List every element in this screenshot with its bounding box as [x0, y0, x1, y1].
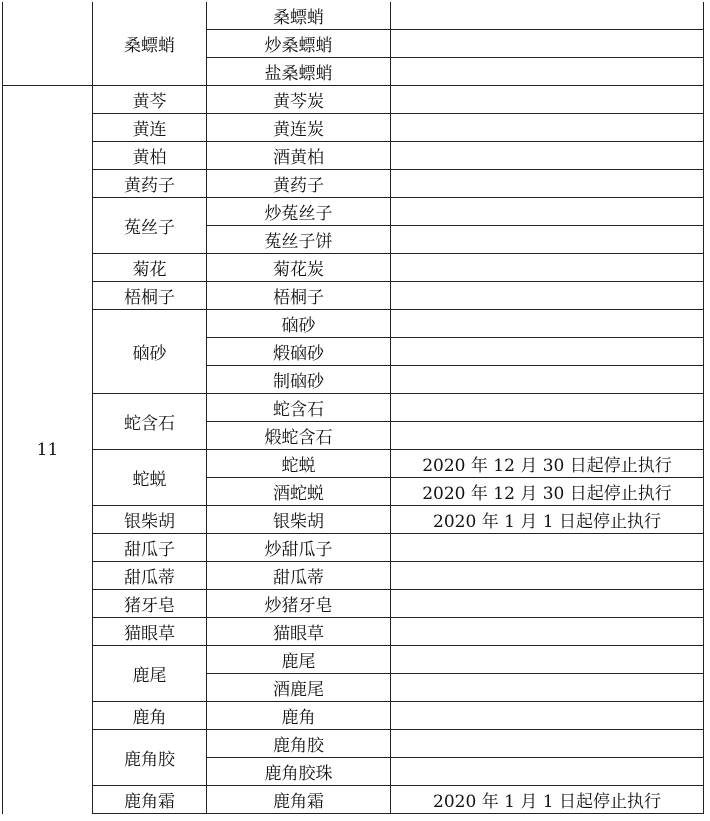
preparation-cell: 甜瓜蒂 — [207, 562, 391, 590]
note-cell — [391, 86, 704, 114]
table-row — [3, 2, 704, 30]
herb-name-cell: 硇砂 — [93, 310, 207, 394]
preparation-cell: 桑螵蛸 — [207, 2, 391, 30]
group-number-cell-previous — [3, 2, 93, 86]
group-number-cell: 11 — [3, 86, 93, 814]
herb-name-cell: 鹿角霜 — [93, 786, 207, 814]
herb-name-cell: 甜瓜子 — [93, 534, 207, 562]
preparation-cell: 鹿角胶 — [207, 730, 391, 758]
note-cell — [391, 394, 704, 422]
preparation-cell: 蛇蜕 — [207, 450, 391, 478]
note-cell — [391, 142, 704, 170]
table-row — [3, 450, 704, 478]
herb-name-cell: 黄连 — [93, 114, 207, 142]
table-row — [3, 618, 704, 646]
herb-name-cell: 猪牙皂 — [93, 590, 207, 618]
herb-name-cell: 黄药子 — [93, 170, 207, 198]
preparation-cell: 蛇含石 — [207, 394, 391, 422]
note-cell — [391, 758, 704, 786]
preparation-cell: 盐桑螵蛸 — [207, 58, 391, 86]
preparation-cell: 炒猪牙皂 — [207, 590, 391, 618]
preparation-cell: 硇砂 — [207, 310, 391, 338]
preparation-cell: 鹿尾 — [207, 646, 391, 674]
note-cell — [391, 702, 704, 730]
note-cell — [391, 114, 704, 142]
note-cell: 2020 年 12 月 30 日起停止执行 — [391, 450, 704, 478]
note-cell — [391, 562, 704, 590]
herb-name-cell: 银柴胡 — [93, 506, 207, 534]
preparation-cell: 酒黄柏 — [207, 142, 391, 170]
herb-name-cell: 蛇蜕 — [93, 450, 207, 506]
note-cell — [391, 338, 704, 366]
table-row — [3, 310, 704, 338]
table-row — [3, 506, 704, 534]
table-row — [3, 702, 704, 730]
note-cell — [391, 2, 704, 30]
table-row — [3, 198, 704, 226]
preparation-cell: 鹿角霜 — [207, 786, 391, 814]
note-cell — [391, 618, 704, 646]
note-cell — [391, 226, 704, 254]
note-cell — [391, 366, 704, 394]
table-row — [3, 282, 704, 310]
table-row — [3, 730, 704, 758]
preparation-cell: 梧桐子 — [207, 282, 391, 310]
herb-processing-table — [2, 2, 704, 814]
herb-name-cell: 菊花 — [93, 254, 207, 282]
note-cell — [391, 310, 704, 338]
table-row — [3, 254, 704, 282]
preparation-cell: 黄药子 — [207, 170, 391, 198]
preparation-cell: 煅硇砂 — [207, 338, 391, 366]
herb-name-cell: 鹿尾 — [93, 646, 207, 702]
herb-name-cell: 黄芩 — [93, 86, 207, 114]
preparation-cell: 酒鹿尾 — [207, 674, 391, 702]
preparation-cell: 酒蛇蜕 — [207, 478, 391, 506]
herb-name-cell: 黄柏 — [93, 142, 207, 170]
note-cell — [391, 646, 704, 674]
table-row — [3, 646, 704, 674]
preparation-cell: 猫眼草 — [207, 618, 391, 646]
note-cell: 2020 年 1 月 1 日起停止执行 — [391, 786, 704, 814]
note-cell — [391, 254, 704, 282]
herb-name-cell: 蛇含石 — [93, 394, 207, 450]
note-cell — [391, 674, 704, 702]
herb-name-cell: 鹿角 — [93, 702, 207, 730]
table-row — [3, 114, 704, 142]
note-cell: 2020 年 12 月 30 日起停止执行 — [391, 478, 704, 506]
note-cell — [391, 534, 704, 562]
note-cell — [391, 58, 704, 86]
herb-name-cell: 鹿角胶 — [93, 730, 207, 786]
table-row — [3, 170, 704, 198]
herb-name-cell: 猫眼草 — [93, 618, 207, 646]
herb-name-cell: 甜瓜蒂 — [93, 562, 207, 590]
note-cell — [391, 590, 704, 618]
preparation-cell: 黄连炭 — [207, 114, 391, 142]
table-row — [3, 786, 704, 814]
table-row — [3, 394, 704, 422]
preparation-cell: 鹿角 — [207, 702, 391, 730]
preparation-cell: 银柴胡 — [207, 506, 391, 534]
preparation-cell: 鹿角胶珠 — [207, 758, 391, 786]
note-cell — [391, 198, 704, 226]
note-cell — [391, 282, 704, 310]
preparation-cell: 黄芩炭 — [207, 86, 391, 114]
herb-name-cell: 梧桐子 — [93, 282, 207, 310]
note-cell — [391, 170, 704, 198]
table-row — [3, 590, 704, 618]
table-body — [3, 2, 704, 814]
note-cell — [391, 730, 704, 758]
table-row — [3, 142, 704, 170]
herb-name-cell: 桑螵蛸 — [93, 2, 207, 86]
preparation-cell: 煅蛇含石 — [207, 422, 391, 450]
note-cell — [391, 422, 704, 450]
herb-name-cell: 菟丝子 — [93, 198, 207, 254]
note-cell — [391, 30, 704, 58]
preparation-cell: 炒桑螵蛸 — [207, 30, 391, 58]
preparation-cell: 菊花炭 — [207, 254, 391, 282]
note-cell: 2020 年 1 月 1 日起停止执行 — [391, 506, 704, 534]
preparation-cell: 菟丝子饼 — [207, 226, 391, 254]
preparation-cell: 炒甜瓜子 — [207, 534, 391, 562]
preparation-cell: 炒菟丝子 — [207, 198, 391, 226]
preparation-cell: 制硇砂 — [207, 366, 391, 394]
table-row — [3, 562, 704, 590]
table-row — [3, 86, 704, 114]
table-row — [3, 534, 704, 562]
